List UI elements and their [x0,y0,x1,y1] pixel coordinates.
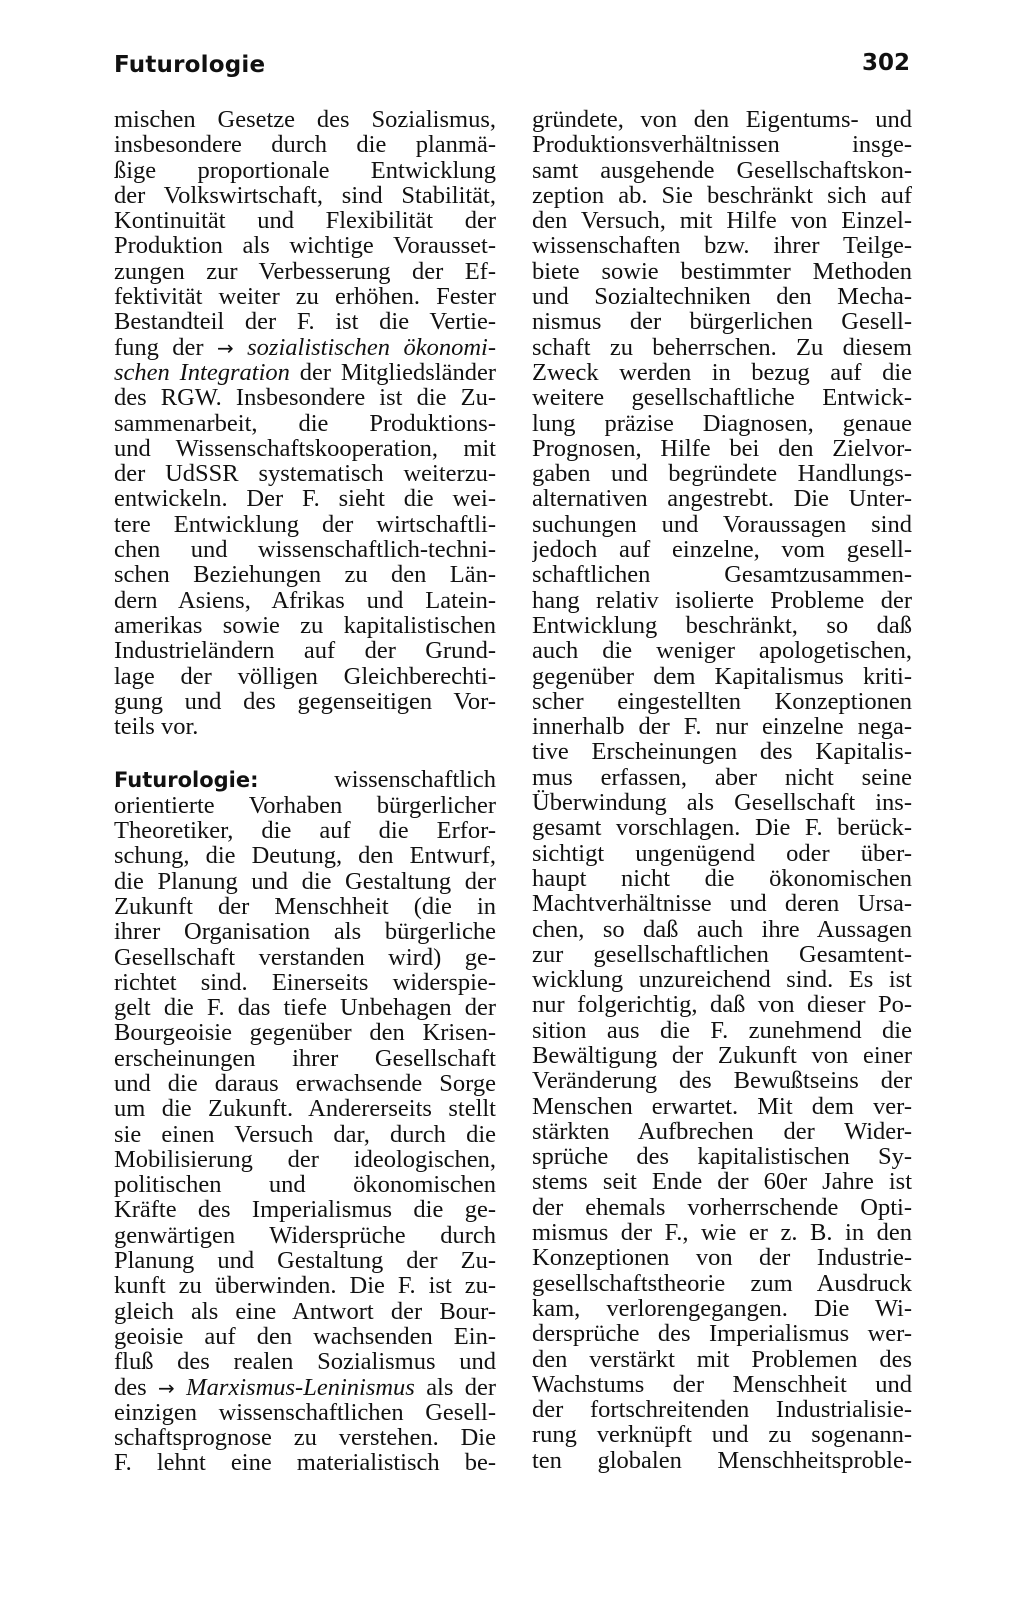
text-line: Bestandteil der F. ist die Vertie- [114,309,496,335]
text-line: biete sowie bestimmter Methoden [532,258,912,285]
text-line: Konzeptionen von der Industrie- [532,1245,912,1271]
text-line: schung, die Deutung, den Entwurf, [114,843,496,869]
text-line: entwickeln. Der F. sieht die wei- [114,486,496,512]
text-line: haupt nicht die ökonomischen [532,865,912,892]
text-line: und Sozialtechniken den Mecha- [532,284,912,310]
text-line: Produktion als wichtige Vorausset- [114,233,496,259]
text-line: dersprüche des Imperialismus wer- [532,1321,912,1347]
text-line: jedoch auf einzelne, vom gesell- [532,537,912,563]
text-line: gelt die F. das tiefe Unbehagen der [114,995,496,1021]
text-line: Theoretiker, die auf die Erfor- [114,818,496,844]
text-line: samt ausgehende Gesellschaftskon- [532,157,912,183]
text-line: wicklung unzureichend sind. Es ist [532,967,912,993]
text-line: zur gesellschaftlichen Gesamtent- [532,941,912,968]
text-line: kam, verlorengegangen. Die Wi- [532,1295,912,1322]
text-line: fluß des realen Sozialismus und [114,1349,496,1375]
text-line: ßige proportionale Entwicklung [114,157,496,183]
text-line: tive Erscheinungen des Kapitalis- [532,739,912,765]
text-line: sie einen Versuch dar, durch die [114,1121,496,1147]
text-fragment: als der [426,1374,496,1400]
text-line: fektivität weiter zu erhöhen. Fester [114,284,496,310]
text-line: orientierte Vorhaben bürgerlicher [114,792,496,819]
text-line: stärkten Aufbrechen der Wider- [532,1118,912,1145]
text-line: mismus der F., wie er z. B. in den [532,1220,912,1246]
text-line: Menschen erwartet. Mit dem ver- [532,1093,912,1119]
text-line: Mobilisierung der ideologischen, [114,1146,496,1173]
text-line: Wachstums der Menschheit und [532,1371,912,1398]
text-line: Zweck werden in bezug auf die [532,359,912,386]
text-line: insbesondere durch die planmä- [114,132,496,158]
text-line: Kontinuität und Flexibilität der [114,208,496,234]
text-line: weitere gesellschaftliche Entwick- [532,385,912,411]
text-line: Machtverhältnisse und deren Ursa- [532,891,912,917]
text-line: hang relativ isolierte Probleme der [532,587,912,613]
text-line: den Versuch, mit Hilfe von Einzel- [532,208,912,234]
text-line: auch die weniger apologetischen, [532,638,912,664]
text-line: Kräfte des Imperialismus die ge- [114,1197,496,1223]
cross-reference-arrow-icon: → [216,335,234,360]
text-line: stems seit Ende der 60er Jahre ist [532,1169,912,1195]
text-line: gesamt vorschlagen. Die F. berück- [532,815,912,841]
text-line: Industrieländern auf der Grund- [114,638,496,664]
text-line: mischen Gesetze des Sozialismus, [114,107,496,133]
text-line: lage der völligen Gleichberechti- [114,663,496,689]
running-header-title: Futurologie [114,52,266,78]
text-line: um die Zukunft. Andererseits stellt [114,1096,496,1122]
text-line: sammenarbeit, die Produktions- [114,410,496,436]
text-line-with-link [114,335,496,360]
entry-first-line [114,767,496,792]
text-line: der fortschreitenden Industrialisie- [532,1397,912,1423]
text-line: den verstärkt mit Problemen des [532,1346,912,1372]
text-line: Gesellschaft verstanden wird) ge- [114,944,496,970]
text-line: Prognosen, Hilfe bei den Zielvor- [532,435,912,462]
text-line: der Volkswirtschaft, sind Stabilität, [114,182,496,209]
text-line: und Wissenschaftskooperation, mit [114,435,496,462]
text-line: genwärtigen Widersprüche durch [114,1222,496,1249]
text-line: chen, so daß auch ihre Aussagen [532,916,912,942]
text-line: politischen und ökonomischen [114,1172,496,1198]
text-line: Veränderung des Bewußtseins der [532,1068,912,1094]
text-line: Planung und Gestaltung der Zu- [114,1248,496,1274]
text-line: und die daraus erwachsende Sorge [114,1070,496,1097]
text-fragment: wissenschaftlich [334,767,496,793]
text-line: dern Asiens, Afrikas und Latein- [114,587,496,613]
text-line: Produktionsverhältnissen insge- [532,132,912,158]
text-line: zungen zur Verbesserung der Ef- [114,258,496,285]
text-line: rung verknüpft und zu sogenann- [532,1422,912,1448]
text-line: Bewältigung der Zukunft von einer [532,1042,912,1069]
cross-reference-link[interactable]: schen Integration [114,359,290,386]
text-line: geoisie auf den wachsenden Ein- [114,1323,496,1350]
text-line: gegenüber dem Kapitalismus kriti- [532,663,912,689]
text-line: zeption ab. Sie beschränkt sich auf [532,182,912,209]
text-line: richtet sind. Einerseits widerspie- [114,969,496,996]
text-line: der UdSSR systematisch weiterzu- [114,461,496,487]
text-line: innerhalb der F. nur einzelne nega- [532,714,912,740]
page-number: 302 [862,50,911,76]
text-line: Bourgeoisie gegenüber den Krisen- [114,1020,496,1046]
text-line: schaft zu beherrschen. Zu diesem [532,334,912,360]
text-line: kunft zu überwinden. Die F. ist zu- [114,1273,496,1299]
text-line: sichtigt ungenügend oder über- [532,840,912,866]
text-line-with-link [114,360,496,385]
text-line: des RGW. Insbesondere ist die Zu- [114,385,496,411]
text-line: die Planung und die Gestaltung der [114,868,496,894]
text-line: Zukunft der Menschheit (die in [114,893,496,920]
text-line: der ehemals vorherrschende Opti- [532,1194,912,1221]
text-line: erscheinungen ihrer Gesellschaft [114,1045,496,1071]
text-fragment: fung der [114,334,204,360]
text-line: schaftlichen Gesamtzusammen- [532,562,912,588]
text-line: suchungen und Voraussagen sind [532,511,912,538]
text-line: gaben und begründete Handlungs- [532,461,912,487]
cross-reference-link[interactable]: sozialistischen ökonomi- [247,334,496,360]
text-line: alternativen angestrebt. Die Unter- [532,486,912,512]
text-line: gung und des gegenseitigen Vor- [114,688,496,715]
text-line: Entwicklung beschränkt, so daß [532,612,912,639]
text-line: sition aus die F. zunehmend die [532,1017,912,1043]
text-line: schaftsprognose zu verstehen. Die [114,1425,496,1451]
left-column [114,107,496,1476]
text-line: chen und wissenschaftlich-techni- [114,537,496,563]
text-line: einzigen wissenschaftlichen Gesell- [114,1399,496,1426]
text-line: nismus der bürgerlichen Gesell- [532,309,912,335]
text-line: scher eingestellten Konzeptionen [532,688,912,715]
cross-reference-arrow-icon: → [158,1375,175,1400]
text-line: mus erfassen, aber nicht seine [532,764,912,791]
text-line: ten globalen Menschheitsproble- [532,1447,912,1474]
text-line: Überwindung als Gesellschaft ins- [532,790,912,816]
text-line-with-link [114,1375,496,1400]
text-line: F. lehnt eine materialistisch be- [114,1450,496,1476]
cross-reference-link[interactable]: Marxismus-Leninismus [186,1374,415,1400]
text-line: wissenschaften bzw. ihrer Teilge- [532,233,912,259]
text-line: nur folgerichtig, daß von dieser Po- [532,992,912,1018]
text-fragment: des [114,1374,147,1400]
text-line: gleich als eine Antwort der Bour- [114,1298,496,1324]
text-line: amerikas sowie zu kapitalistischen [114,612,496,639]
text-line: ihrer Organisation als bürgerliche [114,919,496,945]
text-fragment: der Mitgliedsländer [299,359,496,386]
text-line: gründete, von den Eigentums- und [532,107,912,133]
text-line: teils vor. [114,714,199,740]
right-column [532,107,912,1473]
text-line: gesellschaftstheorie zum Ausdruck [532,1270,912,1296]
text-line: schen Beziehungen zu den Län- [114,562,496,588]
text-line: lung präzise Diagnosen, genaue [532,410,912,436]
entry-headword: Futurologie: [114,768,259,793]
text-line: tere Entwicklung der wirtschaftli- [114,511,496,538]
text-line: sprüche des kapitalistischen Sy- [532,1144,912,1170]
